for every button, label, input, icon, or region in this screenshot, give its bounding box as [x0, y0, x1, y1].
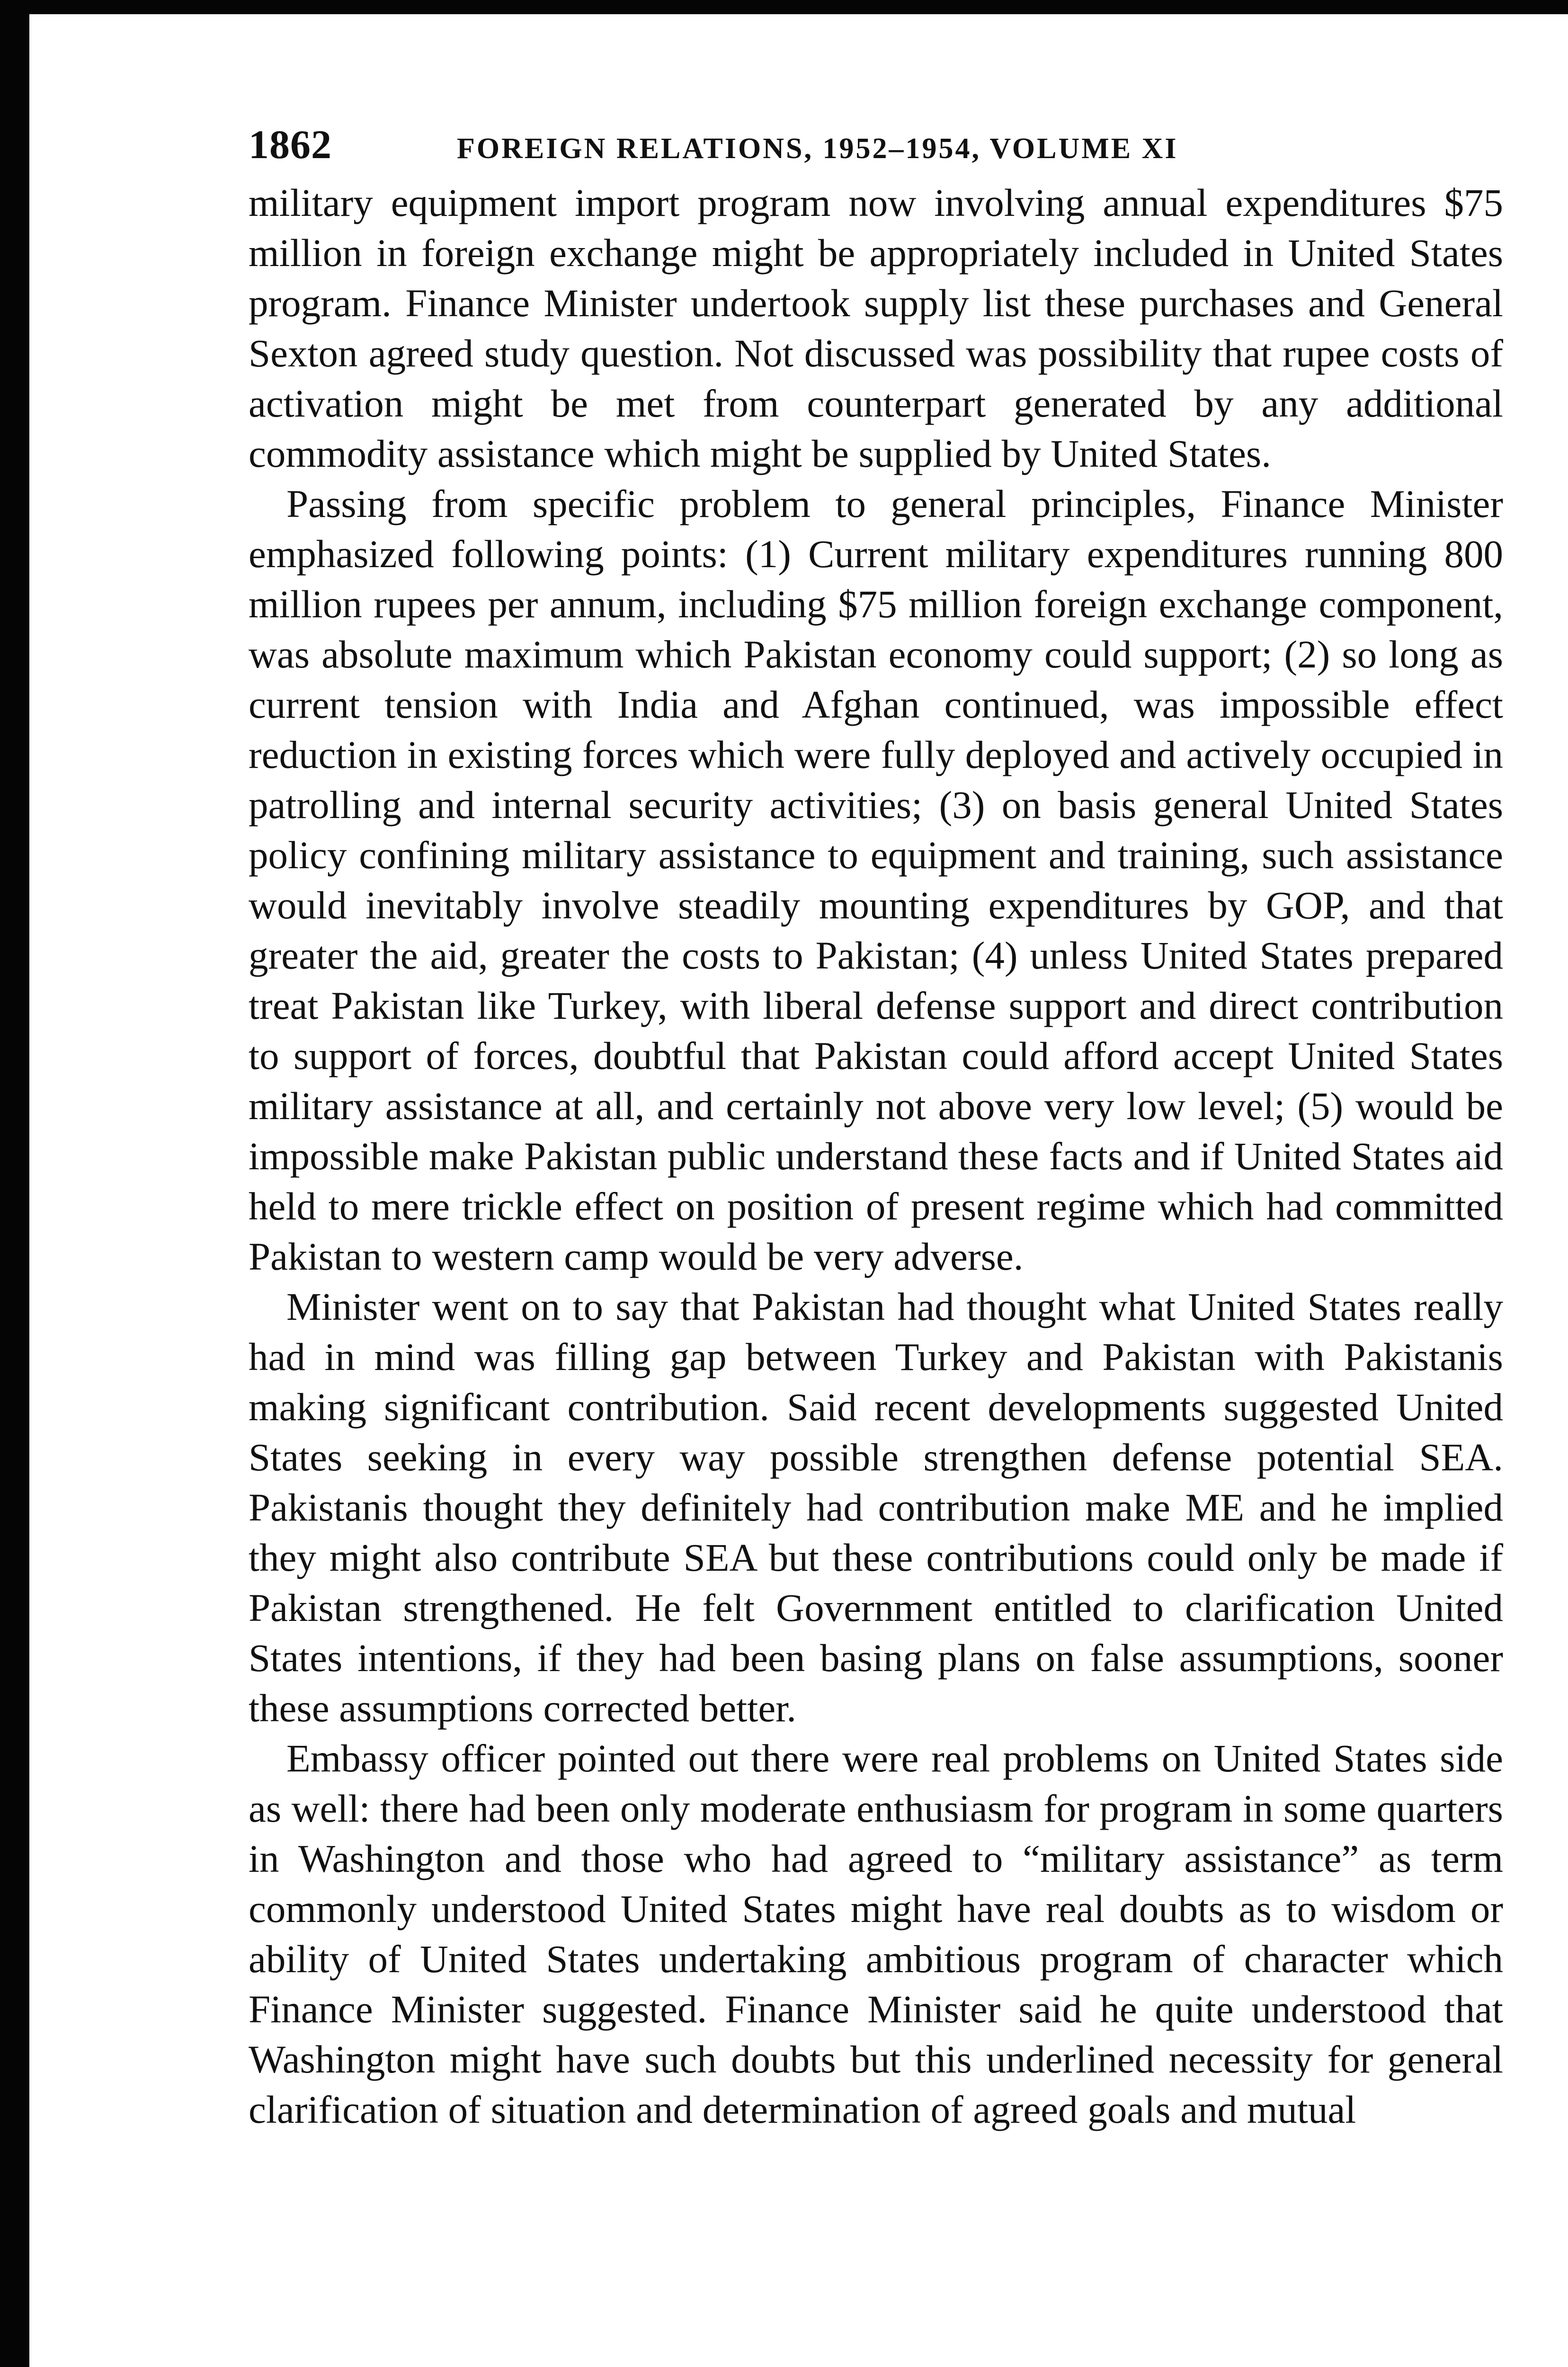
running-head-title: FOREIGN RELATIONS, 1952–1954, VOLUME XI — [457, 133, 1178, 165]
document-page — [249, 121, 1503, 2135]
scan-top-border — [0, 0, 1568, 14]
paragraph-continued: military equipment import program now involving annual expenditures $75 million in foreign exchange might be appropriately included in United States program. Finance Minister undertook supply list these purchases and General Sexton agreed study question. Not discussed was possibility that rupee costs of activation might be met from counterpart generated by any additional commodity assistance which might be supplied by United States. — [249, 181, 1503, 475]
scan-left-border — [0, 0, 29, 2367]
paragraph-embassy: Embassy officer pointed out there were real problems on United States side as well: there had been only moderate enthusiasm for program in some quarters in Washington and those who had agreed to “military assistance” as term commonly understood United States might have real doubts as to wisdom or ability of United States undertaking ambitious program of character which Finance Minister suggested. Finance Minister said he quite understood that Washington might have such doubts but this underlined necessity for general clarification of situation and determination of agreed goals and mutual — [249, 1736, 1503, 2131]
running-head — [249, 121, 1503, 173]
page-number: 1862 — [249, 122, 332, 167]
paragraph-minister: Minister went on to say that Pakistan had thought what United States really had in mind was filling gap between Turkey and Pakistan with Pakistanis making significant contribution. Said recent developments suggested United States seeking in every way possible strengthen defense potential SEA. Pakistanis thought they definitely had contribution make ME and he implied they might also contribute SEA but these contributions could only be made if Pakistan strengthened. He felt Government entitled to clarification United States intentions, if they had been basing plans on false assumptions, sooner these assumptions corrected better. — [249, 1285, 1503, 1730]
paragraph-principles: Passing from specific problem to general principles, Finance Minister emphasized following points: (1) Current military expenditures running 800 million rupees per annum, including $75 million foreign exchange component, was absolute maximum which Pakistan economy could support; (2) so long as current tension with India and Afghan continued, was impossible effect reduction in existing forces which were fully deployed and actively occupied in patrolling and internal security activities; (3) on basis general United States policy confining military assistance to equipment and training, such assistance would inevitably involve steadily mounting expenditures by GOP, and that greater the aid, greater the costs to Pakistan; (4) unless United States prepared treat Pakistan like Turkey, with liberal defense support and direct contribution to support of forces, doubtful that Pakistan could afford accept United States military assistance at all, and certainly not above very low level; (5) would be impossible make Pakistan public understand these facts and if United States aid held to mere trickle effect on position of present regime which had committed Pakistan to western camp would be very adverse. — [249, 482, 1503, 1278]
body-text — [249, 178, 1503, 2135]
